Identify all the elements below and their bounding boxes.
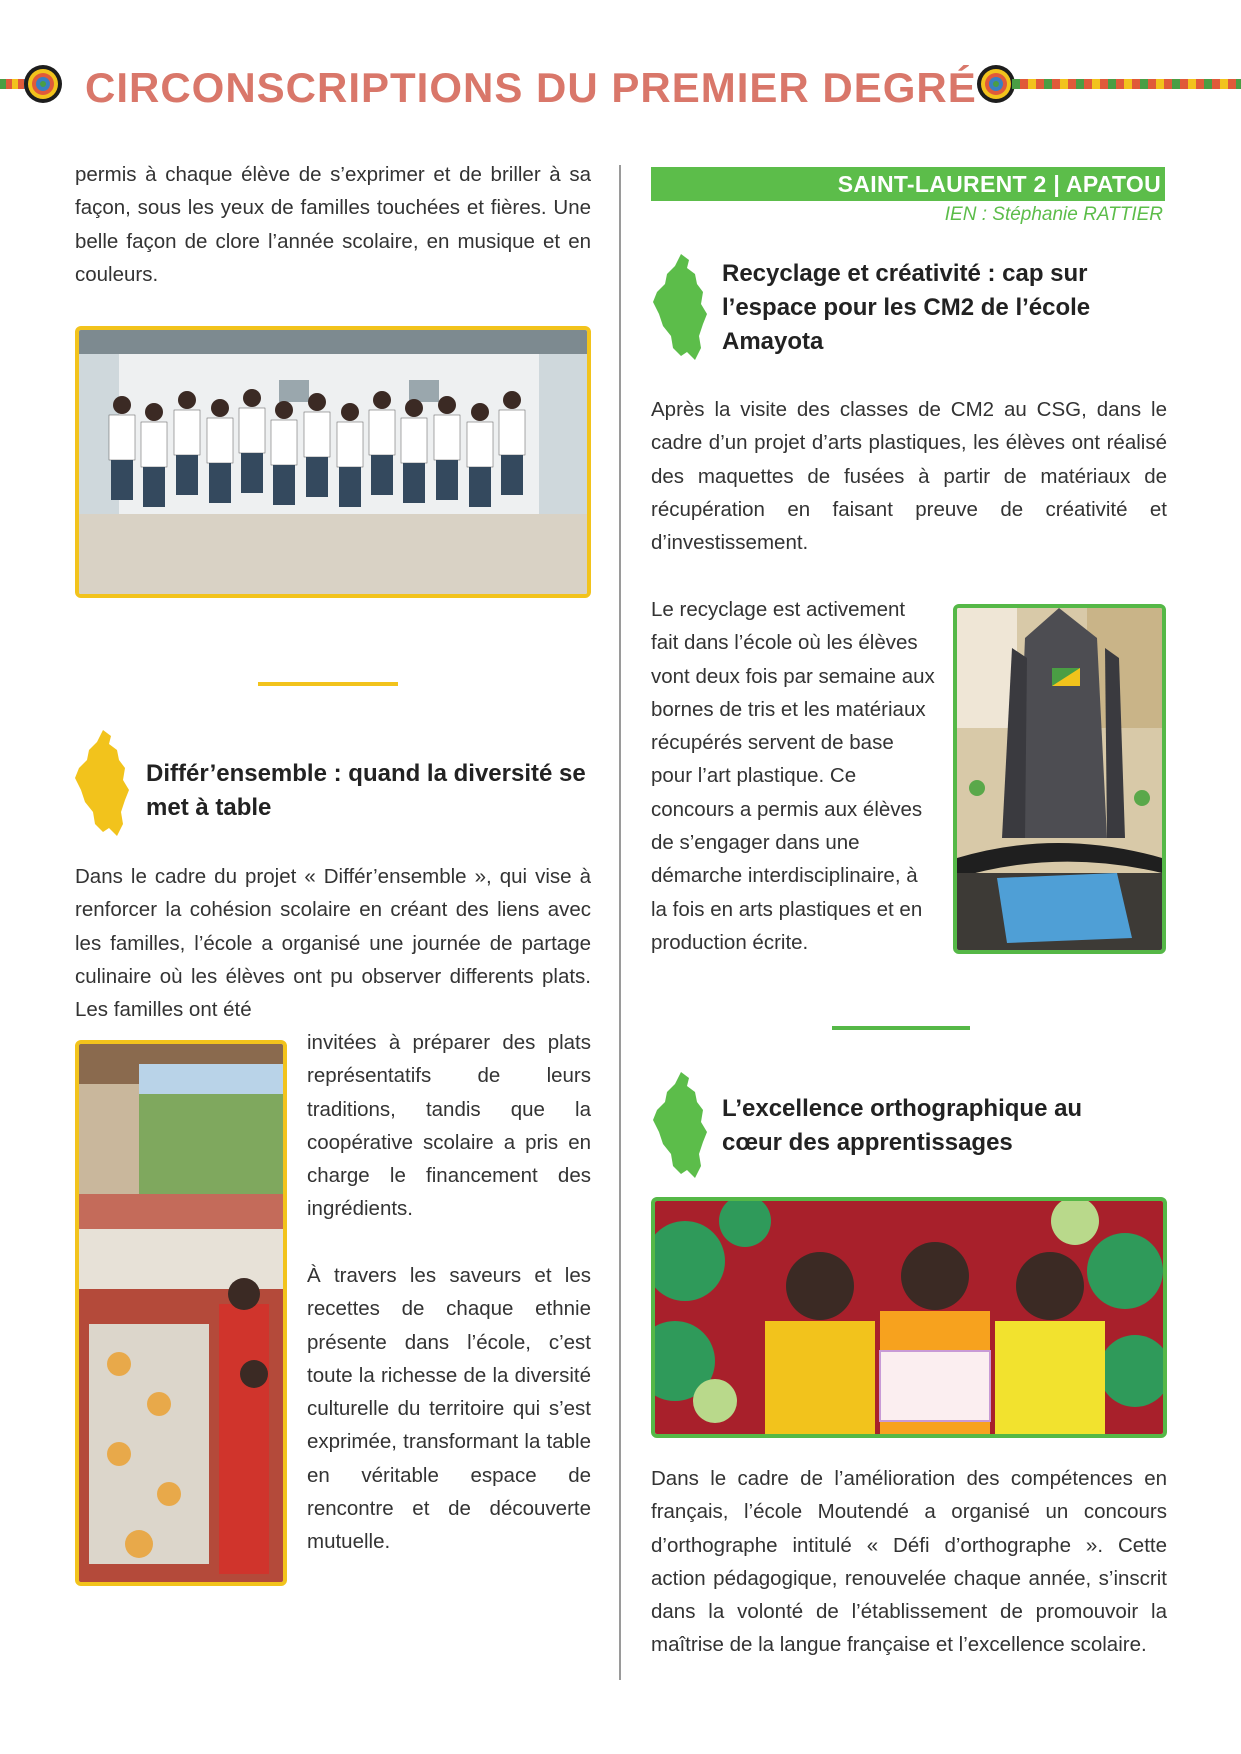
section-title: SAINT-LAURENT 2 | APATOU (651, 167, 1165, 201)
medallion-icon (976, 64, 1016, 104)
article-title: Différ’ensemble : quand la diversité se met à table (146, 760, 586, 821)
photo-spelling-contest (651, 1197, 1167, 1438)
column-divider (619, 165, 621, 1680)
article-paragraph: Après la visite des classes de CM2 au CSG, dans le cadre d’un projet d’arts plastiques, les élèves ont réalisé des maquettes de fusées à partir de matériaux de récupération en faisant preuve de créativité et d’investissement. (651, 398, 1167, 555)
section-separator (832, 1026, 970, 1030)
photo-food-sharing (75, 1040, 287, 1586)
medallion-icon (23, 64, 63, 104)
article-side-paragraph-2: À travers les saveurs et les recettes de chaque ethnie présente dans l’école, c’est toute la richesse de la diversité culturelle du territoire qui s’est exprimée, transformant la table en véritable espace de rencontre et de découverte mutuelle. (307, 1264, 591, 1554)
section-separator (258, 682, 398, 686)
guyane-map-icon (651, 1070, 711, 1180)
article-paragraph: Dans le cadre de l’amélioration des compétences en français, l’école Moutendé a organisé un concours d’orthographe intitulé « Défi d’orthographe ». Cette action pédagogique, renouvelée chaque année, s’inscrit dans la volonté de l’établissement de promouvoir la maîtrise de la langue française et l’excellence scolaire. (651, 1467, 1167, 1657)
photo-students-jumping (75, 326, 591, 598)
page-title: CIRCONSCRIPTIONS DU PREMIER DEGRÉ (85, 64, 977, 111)
article-paragraph: Dans le cadre du projet « Différ’ensemble », qui vise à renforcer la cohésion scolaire en créant des liens avec les familles, l’école a organisé une journée de partage culinaire où les élèves ont pu observer differents plats. Les familles ont été (75, 865, 591, 1022)
article-title: L’excellence orthographique au cœur des apprentissages (722, 1095, 1083, 1156)
inspector-name: IEN : Stéphanie RATTIER (944, 204, 1163, 225)
decorative-band (1012, 76, 1241, 92)
photo-rocket-model (953, 604, 1166, 954)
guyane-map-icon (73, 728, 133, 838)
article-title: Recyclage et créativité : cap sur l’espace pour les CM2 de l’école Amayota (722, 260, 1091, 355)
article-side-paragraph-1: invitées à préparer des plats représentatifs de leurs traditions, tandis que la coopérative scolaire a pris en charge le financement des ingrédients. (307, 1031, 591, 1221)
intro-paragraph: permis à chaque élève de s’exprimer et de briller à sa façon, sous les yeux de familles touchées et fières. Une belle façon de clore l’année scolaire, en musique et en couleurs. (75, 163, 591, 286)
guyane-map-icon (651, 252, 711, 362)
article-side-paragraph: Le recyclage est activement fait dans l’école où les élèves vont deux fois par semaine aux bornes de tris et les matériaux récupérés servent de base pour l’art plastique. Ce concours a permis aux élèves de s’engager dans une démarche interdisciplinaire, à la fois en arts plastiques et en production écrite. (651, 598, 935, 954)
